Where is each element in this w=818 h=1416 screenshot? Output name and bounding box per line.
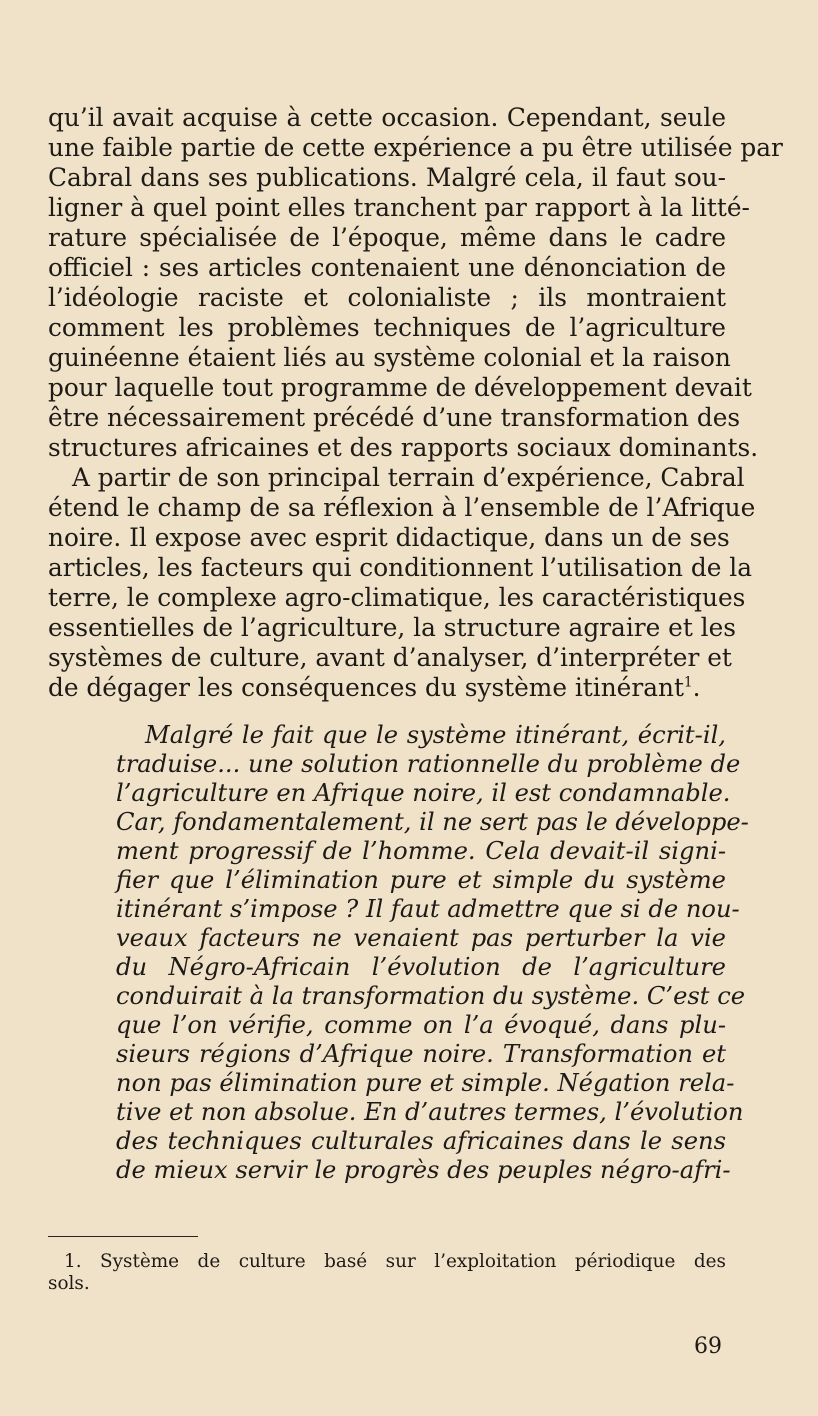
body-line: une faible partie de cette expérience a pu être utilisée par <box>48 133 783 162</box>
quote-line: tive et non absolue. En d’autres termes, l’évolution <box>116 1098 744 1126</box>
quote-line: conduirait à la transformation du système. C’est ce <box>116 982 746 1010</box>
quote-line: non pas élimination pure et simple. Négation rela- <box>116 1069 735 1097</box>
body-line: ligner à quel point elles tranchent par rapport à la litté- <box>48 193 750 222</box>
body-line-with-footnote <box>48 673 726 703</box>
quote-line: ment progressif de l’homme. Cela devait-il signi- <box>116 837 726 865</box>
body-line: qu’il avait acquise à cette occasion. Cependant, seule <box>48 103 726 132</box>
footnote-divider <box>48 1236 198 1237</box>
body-line: l’idéologie raciste et colonialiste ; ils montraient <box>48 283 726 312</box>
quote-line: itinérant s’impose ? Il faut admettre que si de nou- <box>116 895 740 923</box>
quote-line: l’agriculture en Afrique noire, il est condamnable. <box>116 779 731 807</box>
footnote-line: 1. Système de culture basé sur l’exploitation périodique des <box>64 1251 726 1272</box>
quote-line: traduise... une solution rationnelle du problème de <box>116 750 741 778</box>
body-line: noire. Il expose avec esprit didactique, dans un de ses <box>48 523 730 552</box>
body-line: Cabral dans ses publications. Malgré cela, il faut sou- <box>48 163 726 192</box>
footnote-reference: 1 <box>683 674 693 691</box>
sentence-end: . <box>692 673 701 702</box>
body-line: terre, le complexe agro-climatique, les caractéristiques <box>48 583 746 612</box>
quote-line: des techniques culturales africaines dans le sens <box>116 1127 726 1155</box>
body-line: A partir de son principal terrain d’expérience, Cabral <box>72 463 745 492</box>
quote-line: sieurs régions d’Afrique noire. Transformation et <box>116 1040 726 1068</box>
page-number: 69 <box>694 1334 722 1359</box>
body-line: étend le champ de sa réflexion à l’ensemble de l’Afrique <box>48 493 756 522</box>
body-line: essentielles de l’agriculture, la structure agraire et les <box>48 613 737 642</box>
quote-line: fier que l’élimination pure et simple du système <box>116 866 726 894</box>
body-line: structures africaines et des rapports sociaux dominants. <box>48 433 759 462</box>
footnote-line: sols. <box>48 1273 90 1294</box>
body-line: guinéenne étaient liés au système colonial et la raison <box>48 343 731 372</box>
body-line: systèmes de culture, avant d’analyser, d’interpréter et <box>48 643 732 672</box>
body-line: comment les problèmes techniques de l’agriculture <box>48 313 726 342</box>
body-line: articles, les facteurs qui conditionnent l’utilisation de la <box>48 553 753 582</box>
quote-line: Car, fondamentalement, il ne sert pas le développe- <box>116 808 749 836</box>
body-line: officiel : ses articles contenaient une dénonciation de <box>48 253 726 282</box>
body-line: rature spécialisée de l’époque, même dans le cadre <box>48 223 726 252</box>
quote-line: de mieux servir le progrès des peuples négro-afri- <box>116 1156 731 1184</box>
body-line-text: de dégager les conséquences du système itinérant <box>48 673 684 702</box>
body-line: pour laquelle tout programme de développement devait <box>48 373 752 402</box>
quote-line: Malgré le fait que le système itinérant, écrit-il, <box>145 721 726 749</box>
body-line: être nécessairement précédé d’une transformation des <box>48 403 741 432</box>
quote-line: que l’on vérifie, comme on l’a évoqué, dans plu- <box>116 1011 726 1039</box>
quote-line: du Négro-Africain l’évolution de l’agriculture <box>116 953 726 981</box>
quote-line: veaux facteurs ne venaient pas perturber la vie <box>116 924 726 952</box>
